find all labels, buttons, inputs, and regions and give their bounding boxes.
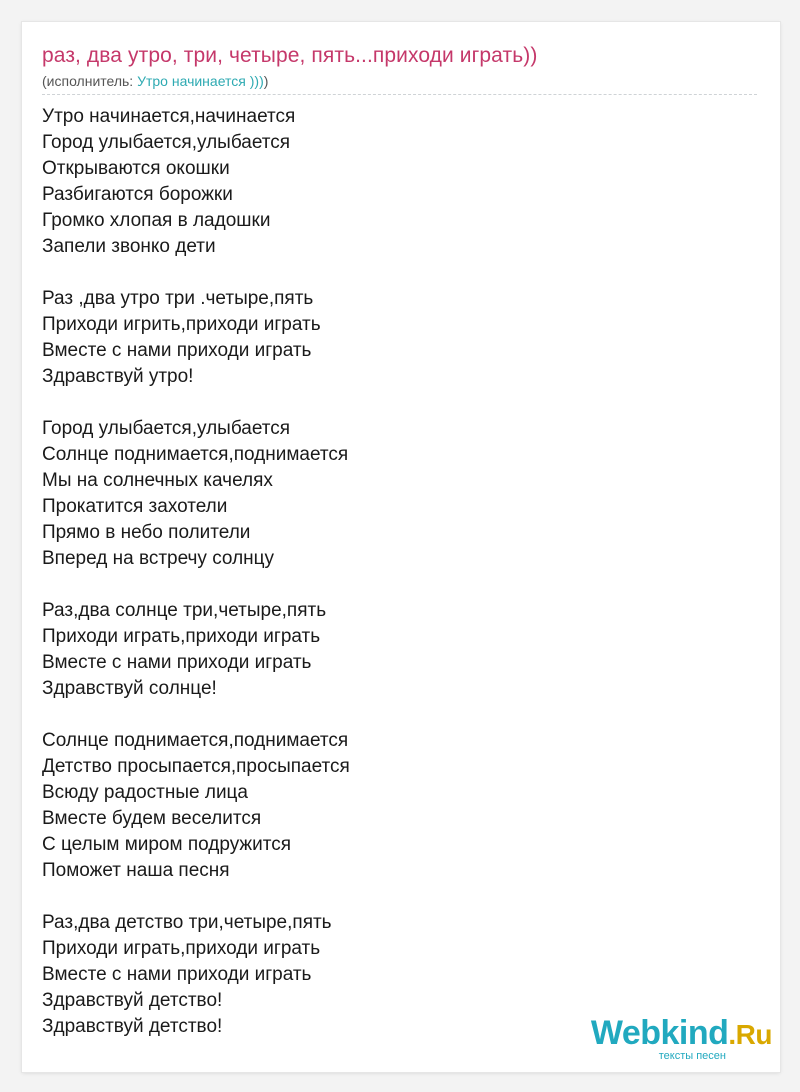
artist-link[interactable]: Утро начинается ))) <box>137 73 264 89</box>
lyric-line: Город улыбается,улыбается <box>42 132 291 153</box>
lyrics-stanza <box>42 104 742 260</box>
logo-tagline: тексты песен <box>658 1050 726 1062</box>
song-title: раз, два утро, три, четыре, пять...приходи играть)) <box>42 44 538 67</box>
lyric-line: Солнце поднимается,поднимается <box>42 730 349 751</box>
lyrics-sheet <box>22 22 780 1072</box>
lyric-line: Мы на солнечных качелях <box>42 470 273 491</box>
lyric-line: Прямо в небо полители <box>42 522 251 543</box>
lyric-line: Вместе будем веселится <box>42 808 262 829</box>
lyrics-body <box>42 104 742 1040</box>
lyric-line: Город улыбается,улыбается <box>42 418 291 439</box>
lyrics-stanza <box>42 728 742 884</box>
lyric-line: Вместе с нами приходи играть <box>42 964 312 985</box>
lyric-line: Открываются окошки <box>42 158 230 179</box>
lyric-line: Запели звонко дети <box>42 236 216 257</box>
lyric-line: Поможет наша песня <box>42 860 230 881</box>
artist-line <box>42 73 268 89</box>
lyric-line: Вместе с нами приходи играть <box>42 340 312 361</box>
lyric-line: Прокатится захотели <box>42 496 228 517</box>
lyric-line: Всюду радостные лица <box>42 782 249 803</box>
title-divider <box>42 94 757 95</box>
lyric-line: Здравствуй солнце! <box>42 678 217 699</box>
webkind-logo <box>591 1016 772 1062</box>
lyric-line: Детство просыпается,просыпается <box>42 756 350 777</box>
lyric-line: Приходи игрить,приходи играть <box>42 314 321 335</box>
lyric-line: Солнце поднимается,поднимается <box>42 444 349 465</box>
lyric-line: Здравствуй детство! <box>42 990 223 1011</box>
lyrics-stanza <box>42 416 742 572</box>
lyrics-stanza <box>42 598 742 702</box>
lyrics-stanza <box>42 286 742 390</box>
lyric-line: Раз ,два утро три .четыре,пять <box>42 288 314 309</box>
lyric-line: С целым миром подружится <box>42 834 292 855</box>
lyric-line: Разбигаются борожки <box>42 184 233 205</box>
lyric-line: Громко хлопая в ладошки <box>42 210 271 231</box>
logo-brand: Webkind <box>590 1014 729 1052</box>
lyric-line: Приходи играть,приходи играть <box>42 626 321 647</box>
lyric-line: Здравствуй детство! <box>42 1016 223 1037</box>
lyric-line: Вместе с нами приходи играть <box>42 652 312 673</box>
lyric-line: Здравствуй утро! <box>42 366 194 387</box>
lyric-line: Приходи играть,приходи играть <box>42 938 321 959</box>
logo-wordmark <box>591 1016 772 1052</box>
lyric-line: Вперед на встречу солнцу <box>42 548 275 569</box>
lyric-line: Раз,два детство три,четыре,пять <box>42 912 332 933</box>
lyric-line: Раз,два солнце три,четыре,пять <box>42 600 327 621</box>
logo-tld: .Ru <box>728 1019 772 1050</box>
lyric-line: Утро начинается,начинается <box>42 106 296 127</box>
artist-prefix: (исполнитель: <box>42 73 138 89</box>
artist-suffix: ) <box>263 73 269 89</box>
